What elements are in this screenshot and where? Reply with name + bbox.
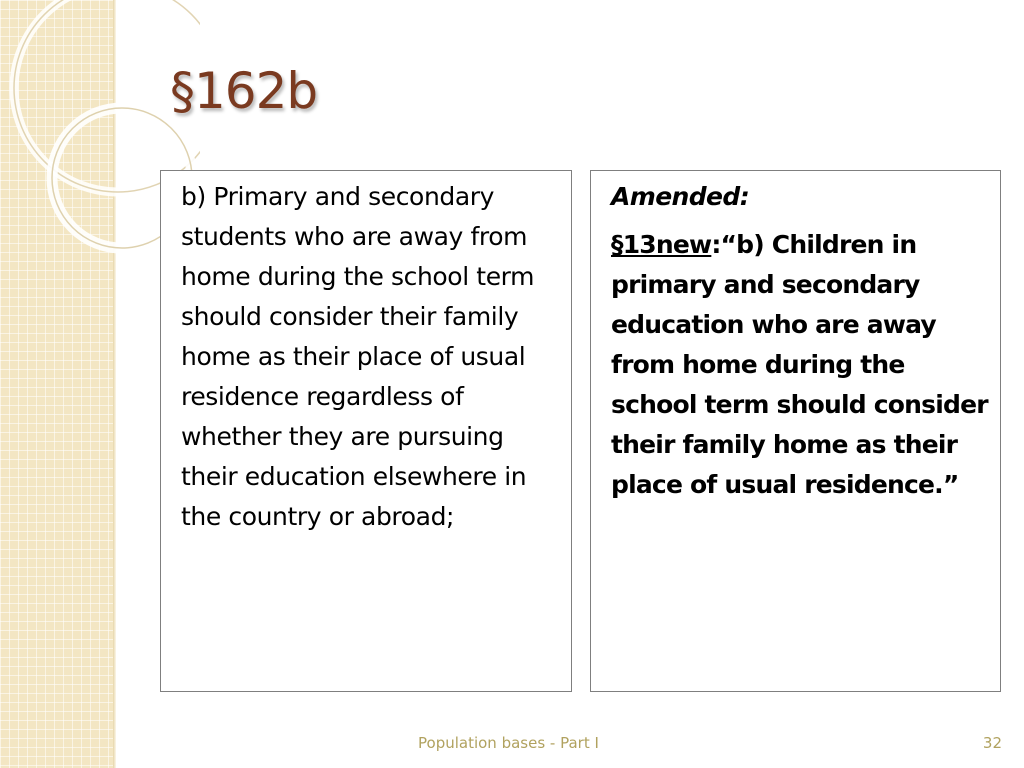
original-text-box	[160, 170, 572, 692]
amended-label: Amended:	[611, 182, 750, 211]
section-reference: §13new	[611, 230, 712, 259]
amended-paragraph	[611, 225, 990, 505]
amended-text-box	[590, 170, 1001, 692]
slide-title: §162b	[170, 62, 318, 120]
page-number: 32	[982, 734, 1002, 752]
original-paragraph: b) Primary and secondary students who are away from home during the school term should consider their family home as their place of usual residence regardless of whether they are pursuing their education elsewhere in the country or abroad;	[181, 182, 535, 531]
footer-title: Population bases - Part I	[418, 734, 599, 752]
amended-quote: :“b) Children in primary and secondary education who are away from home during the school term should consider their family home as their place of usual residence.”	[611, 230, 988, 499]
